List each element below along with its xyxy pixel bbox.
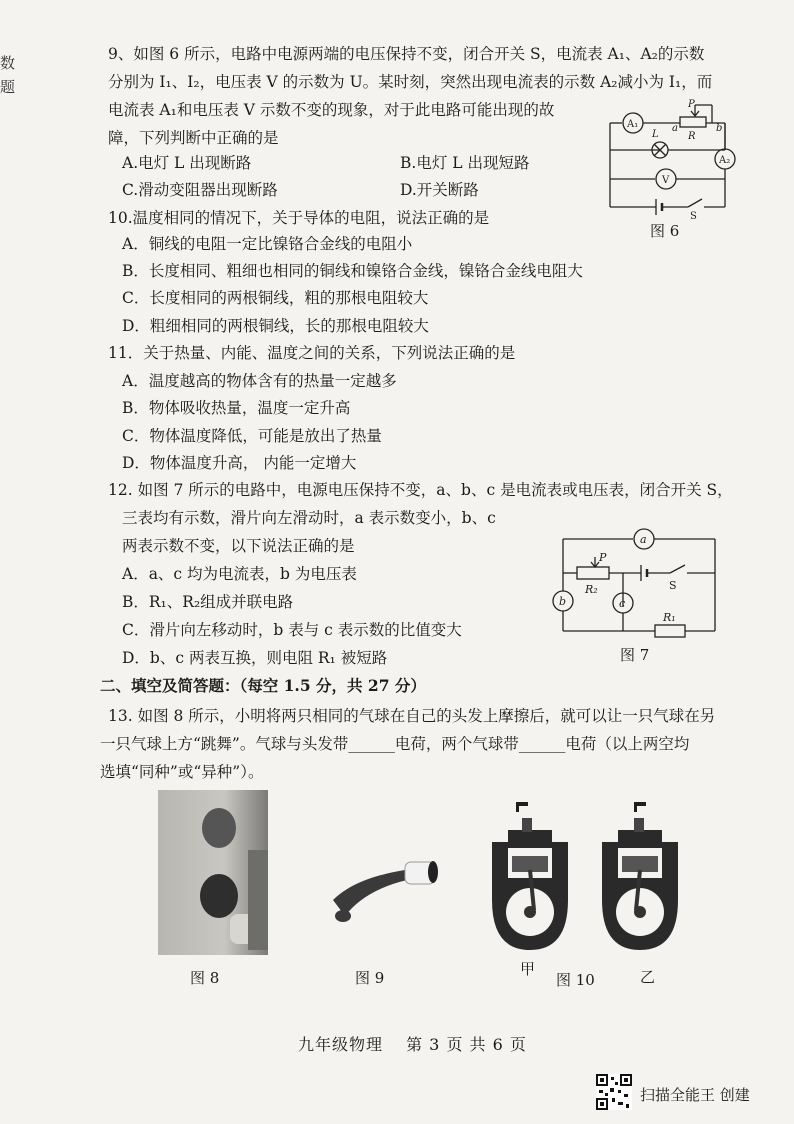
q12-option-a: A．a、c 均为电流表，b 为电压表 <box>122 565 357 583</box>
fig7-s-label: S <box>669 579 677 592</box>
q12-option-c: C．滑片向左移动时，b 表与 c 表示数的比值变大 <box>122 621 462 639</box>
q12-line-3: 两表示数不变，以下说法正确的是 <box>122 537 355 555</box>
figure-7-caption: 图 7 <box>620 646 650 664</box>
fig6-v-label: V <box>662 175 670 186</box>
q9-option-d: D.开关断路 <box>400 181 479 199</box>
q9-line-1: 9、如图 6 所示，电路中电源两端的电压保持不变，闭合开关 S，电流表 A₁、A₂的示数 <box>108 45 705 63</box>
fig6-a1-label: A₁ <box>627 119 639 130</box>
fig6-r-label: R <box>688 131 696 142</box>
q11-option-a: A．温度越高的物体含有的热量一定越多 <box>122 372 397 390</box>
q13-line-3: 选填“同种”或“异种”）。 <box>100 763 264 781</box>
q10-stem: 10.温度相同的情况下，关于导体的电阻，说法正确的是 <box>108 209 490 227</box>
fig6-a-label: a <box>672 123 678 134</box>
fig7-p-label: P <box>599 551 607 564</box>
figure-6-caption: 图 6 <box>650 222 680 240</box>
fig6-a2-label: A₂ <box>719 155 731 166</box>
q11-option-b: B．物体吸收热量，温度一定升高 <box>122 399 351 417</box>
q11-stem: 11．关于热量、内能、温度之间的关系，下列说法正确的是 <box>108 344 516 362</box>
q11-option-d: D．物体温度升高， 内能一定增大 <box>122 454 357 472</box>
fig7-a-label: a <box>640 533 647 546</box>
fig7-r2-label: R₂ <box>585 583 598 596</box>
fig7-r1-label: R₁ <box>663 611 676 624</box>
fig7-c-label: c <box>619 597 626 610</box>
q9-option-c: C.滑动变阻器出现断路 <box>122 181 278 199</box>
figure-10-label-jia: 甲 <box>520 960 536 978</box>
qr-code-icon <box>596 1074 632 1110</box>
q10-option-a: A．铜线的电阻一定比镍铬合金线的电阻小 <box>122 235 413 253</box>
edge-fragment-2: 题 <box>0 78 16 96</box>
q12-line-1: 12. 如图 7 所示的电路中，电源电压保持不变，a、b、c 是电流表或电压表，闭合开关 S， <box>108 481 733 499</box>
figure-10-caption: 图 10 <box>556 971 595 989</box>
scanner-brand-label: 扫描全能王 创建 <box>640 1086 750 1104</box>
edge-fragment-1: 数 <box>0 54 16 72</box>
q10-option-c: C．长度相同的两根铜线，粗的那根电阻较大 <box>122 289 429 307</box>
q9-option-b: B.电灯 L 出现短路 <box>400 154 530 172</box>
figure-6-circuit <box>600 95 750 220</box>
q9-line-3: 电流表 A₁和电压表 V 示数不变的现象，对于此电路可能出现的故 <box>108 101 555 119</box>
figure-7-circuit <box>545 525 725 640</box>
figure-9-image <box>325 850 445 930</box>
fig6-l-label: L <box>652 129 659 140</box>
figure-8-caption: 图 8 <box>190 969 220 987</box>
q12-option-d: D．b、c 两表互换，则电阻 R₁ 被短路 <box>122 649 388 667</box>
q10-option-b: B．长度相同、粗细也相同的铜线和镍铬合金线，镍铬合金线电阻大 <box>122 262 583 280</box>
fig6-b-label: b <box>716 123 723 134</box>
figure-8-photo <box>158 790 268 955</box>
fig6-s-label: S <box>690 211 697 220</box>
q10-option-d: D．粗细相同的两根铜线，长的那根电阻较大 <box>122 317 429 335</box>
q9-option-a: A.电灯 L 出现断路 <box>122 154 252 172</box>
q9-line-2: 分别为 I₁、I₂，电压表 V 的示数为 U。某时刻，突然出现电流表的示数 A₂减小为 I₁，而 <box>108 73 713 91</box>
fig6-p-label: P <box>688 99 695 110</box>
q12-line-2: 三表均有示数，滑片向左滑动时，a 表示数变小，b、c <box>122 509 496 527</box>
figure-10-label-yi: 乙 <box>640 968 656 986</box>
q11-option-c: C．物体温度降低，可能是放出了热量 <box>122 427 382 445</box>
q9-line-4: 障，下列判断中正确的是 <box>108 129 279 147</box>
figure-10-engines <box>486 800 686 955</box>
figure-9-caption: 图 9 <box>355 969 385 987</box>
page-footer: 九年级物理 第 3 页 共 6 页 <box>298 1035 527 1054</box>
section-2-heading: 二、填空及简答题：（每空 1.5 分，共 27 分） <box>100 676 426 695</box>
q12-option-b: B．R₁、R₂组成并联电路 <box>122 593 294 611</box>
q13-line-2: 一只气球上方“跳舞”。气球与头发带______电荷，两个气球带______电荷（以上两空均 <box>100 735 690 753</box>
fig7-b-label: b <box>559 595 567 608</box>
q13-line-1: 13. 如图 8 所示，小明将两只相同的气球在自己的头发上摩擦后，就可以让一只气球在另 <box>108 707 716 725</box>
